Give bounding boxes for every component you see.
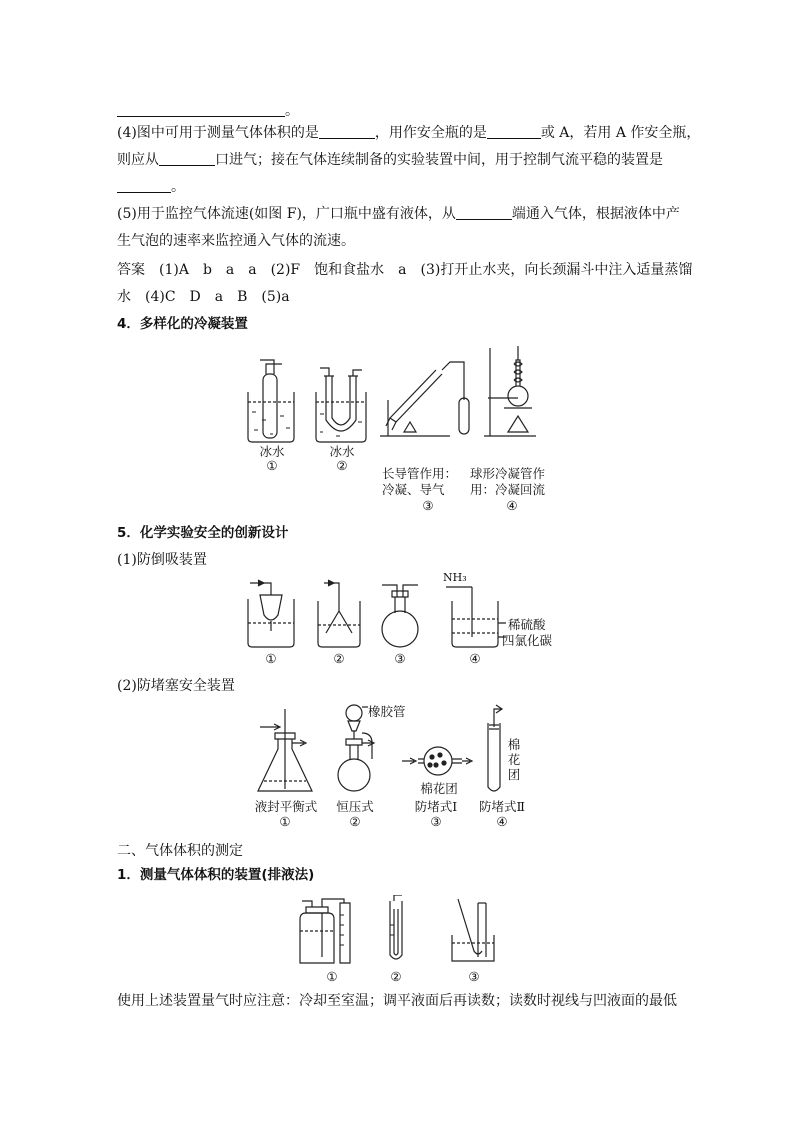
label-cotton-char-2: 花 [507,752,521,767]
label-cotton-ball: 棉花团 [420,781,458,796]
fig-number-2: ② [390,969,402,984]
note-bulb-condenser-a: 球形冷凝管作 [470,466,546,481]
subheading-anti-suckback: (1)防倒吸装置 [117,552,207,568]
answer-line2 [117,288,290,306]
label-rubber-tube: 橡胶管 [368,704,406,719]
answer-text-b: 水 (4)C D a B (5)a [117,289,290,305]
inverted-funnel-beaker-icon [318,580,360,647]
answer-blank [487,124,541,139]
note-bulb-condenser-b: 用：冷凝回流 [470,482,546,497]
heading-gas-volume: 二、气体体积的测定 [117,843,243,859]
punct: 。 [285,103,299,119]
fig-number-2: ② [349,814,361,829]
answer-blank [319,124,375,139]
answer-blank [117,102,285,117]
beaker-tube-icon [248,360,294,442]
question-4-line1 [117,124,700,142]
q5-text-c: 生气泡的速率来监控通入气体的流速。 [117,233,355,249]
fig-number-3: ③ [430,814,442,829]
fig-number-3: ③ [394,651,406,666]
question-4-line3 [117,178,185,196]
label-ice-water-2: 冰水 [329,444,355,459]
q4-text-b: ，用作安全瓶的是 [374,125,487,141]
note-long-tube-a: 长导管作用： [382,466,458,481]
burette-u-tube-icon [390,895,402,959]
funnel-beaker-icon [248,580,294,647]
heading-safety-design: 5．化学实验安全的创新设计 [117,525,289,541]
subheading-anti-clog: (2)防堵塞安全装置 [117,678,235,694]
answer-blank [456,205,512,220]
round-flask-icon [382,585,418,647]
fig-number-2: ② [333,651,345,666]
trough-cylinder-icon [452,899,494,961]
q4-text-c: 或 A，若用 A 作安全瓶， [540,125,701,141]
final-paragraph-line: 使用上述装置量气时应注意：冷却至室温；调平液面后再读数；读数时视线与凹液面的最低 [117,993,677,1009]
caption-constant-pressure: 恒压式 [336,799,374,814]
label-cotton-vertical [506,737,522,782]
q5-text-a: (5)用于监控气体流速(如图 F)，广口瓶中盛有液体，从 [117,206,456,222]
fig-number-4: ④ [506,498,518,513]
q4-text-d: 则应从 [117,152,159,168]
fig-number-2: ② [336,458,348,473]
fig-number-1: ① [279,814,291,829]
reflux-condenser-icon [484,346,536,436]
label-dilute-sulfuric-acid: 稀硫酸 [508,617,546,632]
heading-condensers: 4．多样化的冷凝装置 [117,316,248,332]
note-long-tube-b: 冷凝、导气 [382,482,445,497]
u-tube-icon [316,368,366,442]
label-carbon-tetrachloride: 四氯化碳 [502,633,553,648]
fig-number-4: ④ [469,651,481,666]
question-4-line2 [117,151,663,169]
fig-number-1: ① [265,651,277,666]
fig-number-3: ③ [422,498,434,513]
label-cotton-char-1: 棉 [507,737,521,752]
question-5-line1 [117,205,680,223]
caption-liquid-seal: 液封平衡式 [254,799,318,814]
punct: 。 [171,179,185,195]
figure-anti-suckback [240,571,580,670]
answer-blank-line [117,102,299,120]
nh3-beaker-icon [446,587,506,647]
subheading-gas-volume-apparatus: 1．测量气体体积的装置(排液法) [117,867,315,883]
answer-line1 [117,261,692,279]
cotton-plug-tube-icon [402,747,472,775]
fig-number-3: ③ [468,969,480,984]
q4-text-e: 口进气；接在气体连续制备的实验装置中间，用于控制气流平稳的装置是 [215,152,663,168]
answer-blank [159,151,215,166]
answer-text-a: 答案 (1)A b a a (2)F 饱和食盐水 a (3)打开止水夹，向长颈漏斗中注入适量蒸馏 [117,262,693,278]
caption-anti-clog-2: 防堵式Ⅱ [479,799,525,814]
figure-condensers [240,340,560,520]
cotton-test-tube-icon [488,705,502,791]
answer-blank [117,178,171,193]
label-ice-water-1: 冰水 [259,444,285,459]
label-nh3: NH₃ [443,571,467,584]
fig-number-4: ④ [496,814,508,829]
caption-anti-clog-1: 防堵式Ⅰ [414,799,458,814]
fig-number-1: ① [326,969,338,984]
question-5-line2 [117,232,355,250]
heating-test-tube-icon [380,362,469,436]
figure-gas-volume [292,895,512,985]
label-cotton-char-3: 团 [507,767,521,782]
gas-volume-diagrams [292,895,512,969]
fig-number-1: ① [266,458,278,473]
q5-text-b: 端通入气体，根据液体中产 [511,206,680,222]
figure-anti-clog [250,703,550,833]
wide-mouth-bottle-icon [300,899,350,963]
erlenmeyer-flask-icon [258,709,312,791]
q4-text-a: (4)图中可用于测量气体体积的是 [117,125,319,141]
